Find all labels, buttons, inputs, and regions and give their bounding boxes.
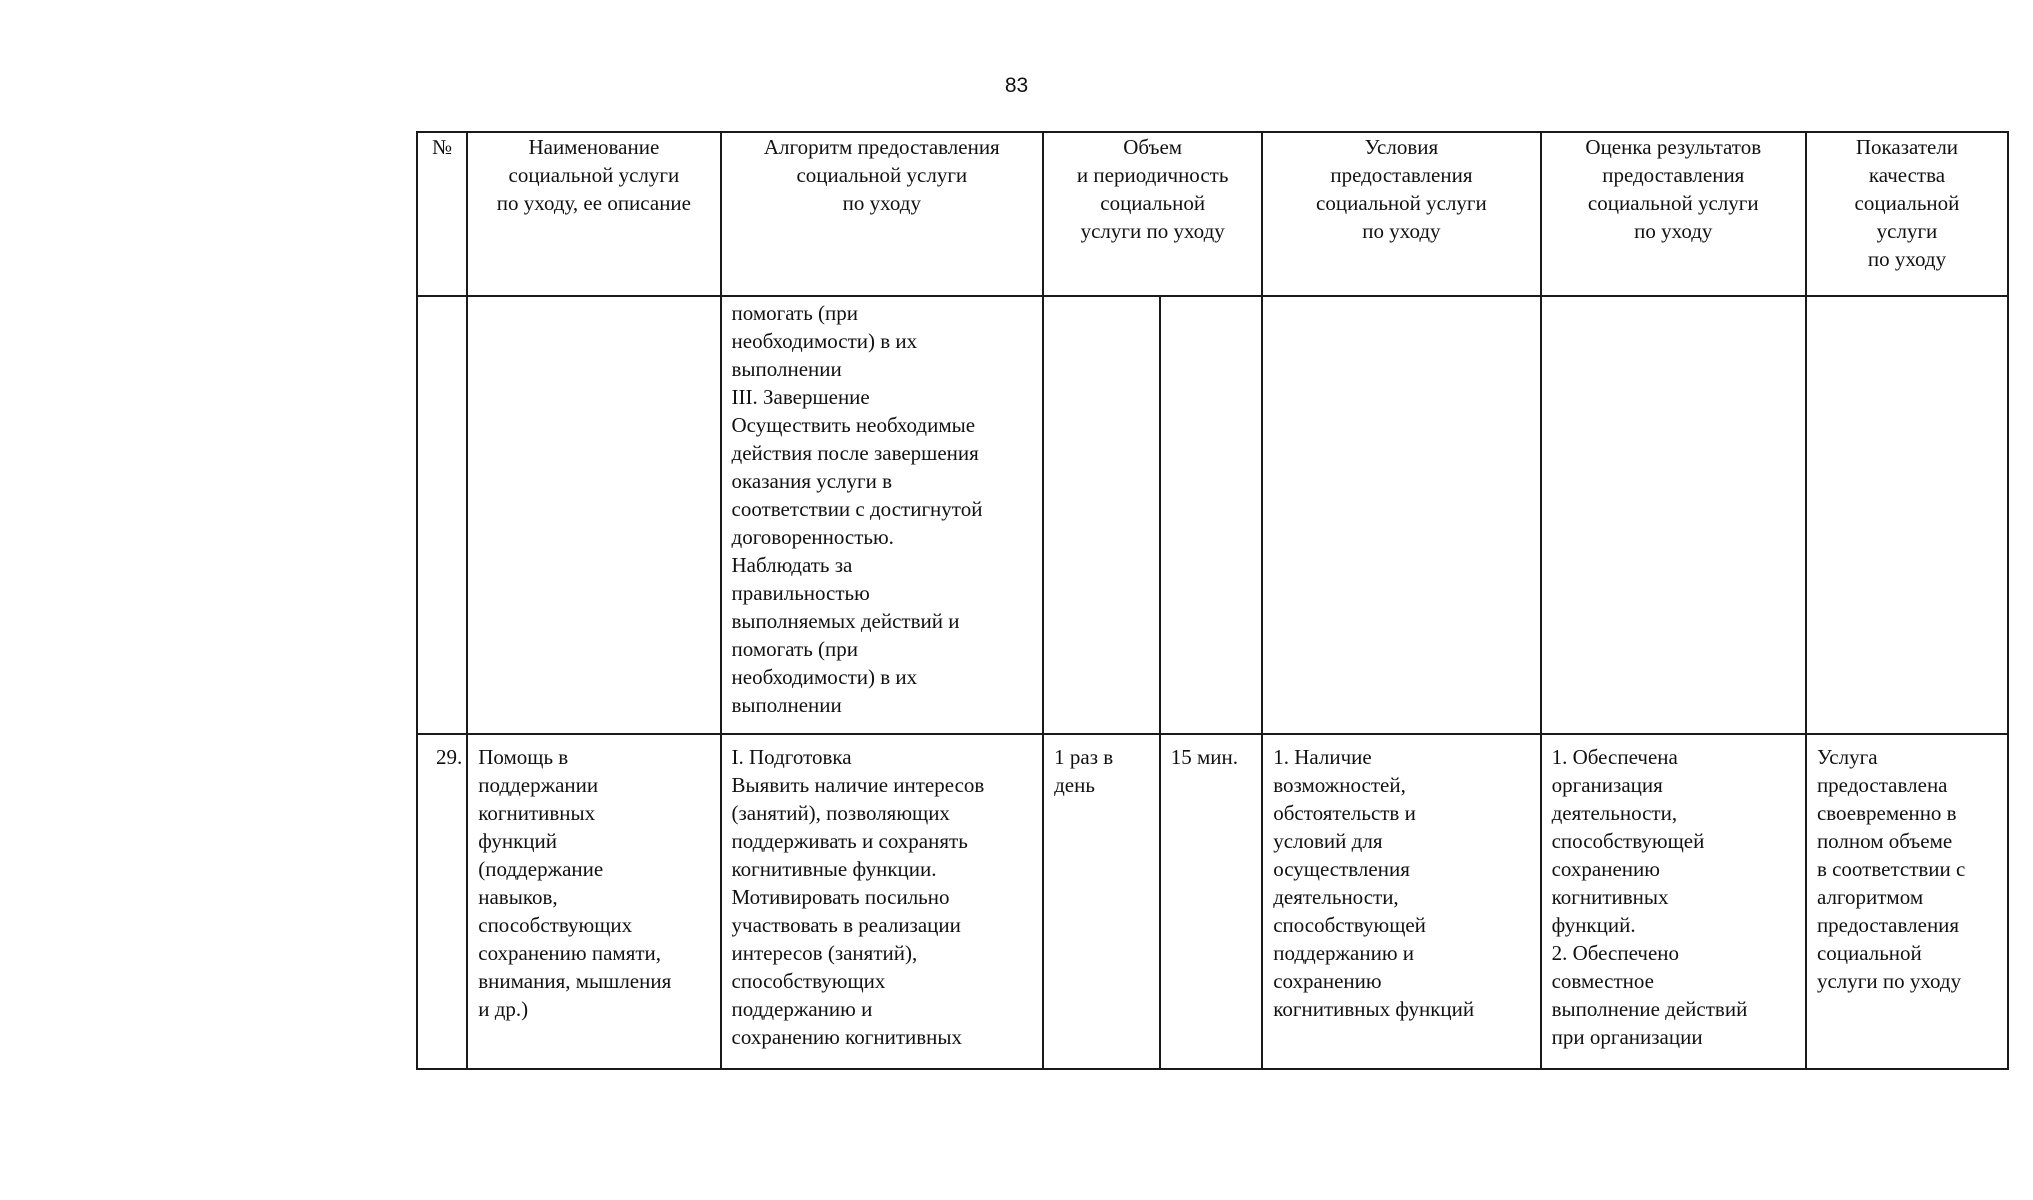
- header-conditions: Условия предоставления социальной услуги по уходу: [1262, 132, 1540, 296]
- header-service-name: Наименование социальной услуги по уходу, ее описание: [467, 132, 720, 296]
- cell-quality: Услуга предоставлена своевременно в полном объеме в соответствии с алгоритмом предоставления социальной услуги по уходу: [1806, 734, 2008, 1069]
- cell-duration: 15 мин.: [1160, 734, 1263, 1069]
- cell-algorithm: помогать (при необходимости) в их выполнении III. Завершение Осуществить необходимые действия после завершения оказания услуги в соответствии с достигнутой договоренностью. Наблюдать за правильностью выполняемых действий и помогать (при необходимости) в их выполнении: [721, 296, 1044, 734]
- cell-service-name: Помощь в поддержании когнитивных функций (поддержание навыков, способствующих сохранению памяти, внимания, мышления и др.): [467, 734, 720, 1069]
- cell-service-name: [467, 296, 720, 734]
- cell-conditions: [1262, 296, 1540, 734]
- cell-periodicity: [1043, 296, 1160, 734]
- cell-number: [417, 296, 467, 734]
- cell-quality: [1806, 296, 2008, 734]
- header-number: №: [417, 132, 467, 296]
- cell-duration: [1160, 296, 1263, 734]
- social-services-table: [416, 131, 2009, 1070]
- table-row-service-29: [417, 734, 2008, 1069]
- cell-evaluation: 1. Обеспечена организация деятельности, способствующей сохранению когнитивных функций. 2. Обеспечено совместное выполнение действий при организации: [1541, 734, 1806, 1069]
- cell-number: 29.: [417, 734, 467, 1069]
- header-evaluation: Оценка результатов предоставления социальной услуги по уходу: [1541, 132, 1806, 296]
- cell-algorithm: I. Подготовка Выявить наличие интересов (занятий), позволяющих поддерживать и сохранять когнитивные функции. Мотивировать посильно участвовать в реализации интересов (занятий), способствующих поддержанию и сохранению когнитивных: [721, 734, 1044, 1069]
- cell-conditions: 1. Наличие возможностей, обстоятельств и условий для осуществления деятельности, способствующей поддержанию и сохранению когнитивных функций: [1262, 734, 1540, 1069]
- cell-periodicity: 1 раз в день: [1043, 734, 1160, 1069]
- cell-evaluation: [1541, 296, 1806, 734]
- table-header-row: [417, 132, 2008, 296]
- table-row-continuation: [417, 296, 2008, 734]
- header-volume-periodicity: Объем и периодичность социальной услуги по уходу: [1043, 132, 1262, 296]
- page-number: 83: [1004, 74, 1029, 97]
- header-quality: Показатели качества социальной услуги по уходу: [1806, 132, 2008, 296]
- header-algorithm: Алгоритм предоставления социальной услуги по уходу: [721, 132, 1044, 296]
